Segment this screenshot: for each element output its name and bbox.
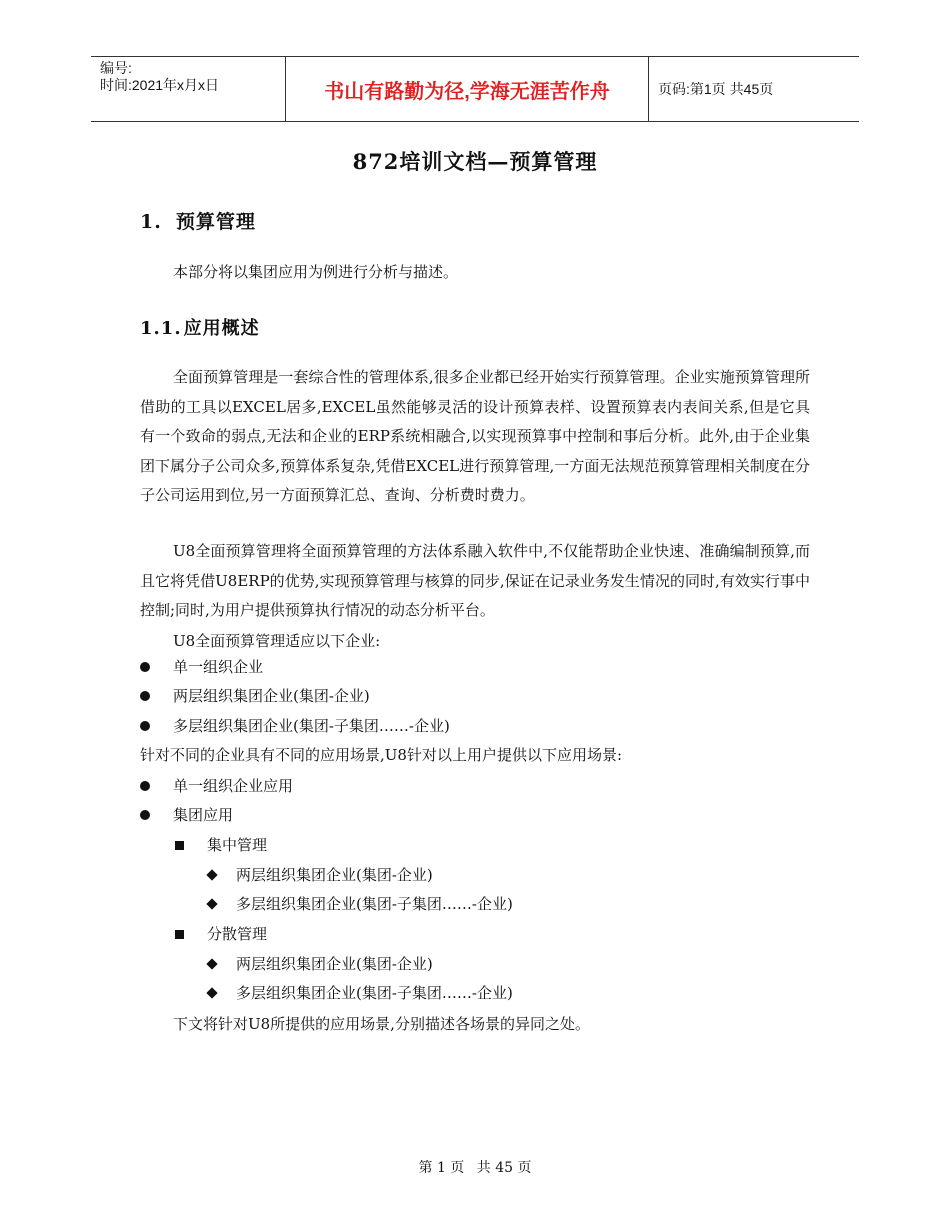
list-item-text: 多层组织集团企业(集团-子集团……-企业): [236, 984, 513, 1002]
list-item: [208, 865, 433, 885]
footer-page-number: 第 1 页: [418, 1160, 465, 1176]
header-number-label: 编号:: [100, 60, 132, 76]
bullet-dot-icon: [140, 810, 150, 820]
subsection-title: 应用概述: [183, 318, 260, 339]
section-title: 预算管理: [175, 211, 256, 233]
list-item: [140, 657, 263, 677]
bullet-square-icon: [175, 841, 184, 850]
list-item-text: 分散管理: [207, 925, 268, 943]
header-page-info: [649, 57, 859, 121]
bullet-diamond-icon: [206, 987, 217, 998]
bullet-dot-icon: [140, 662, 150, 672]
bullet-dot-icon: [140, 691, 150, 701]
list-item: [140, 805, 233, 825]
list-item-text: 单一组织企业应用: [173, 777, 294, 795]
list-item-text: 两层组织集团企业(集团-企业): [173, 687, 370, 705]
list-item-text: 多层组织集团企业(集团-子集团……-企业): [236, 895, 513, 913]
header-motto: 书山有路勤为径,学海无涯苦作舟: [286, 57, 649, 121]
page-footer: [0, 1157, 950, 1177]
bullet-square-icon: [175, 930, 184, 939]
bullet-diamond-icon: [206, 898, 217, 909]
bullet-diamond-icon: [206, 958, 217, 969]
list-item: [140, 716, 450, 736]
paragraph-applicable: U8全面预算管理适应以下企业:: [173, 632, 381, 650]
header-page-label: 页码:第1页: [658, 81, 726, 97]
list-item-text: 集团应用: [173, 806, 234, 824]
paragraph-overview: 全面预算管理是一套综合性的管理体系,很多企业都已经开始实行预算管理。企业实施预算管理所借助的工具以EXCEL居多,EXCEL虽然能够灵活的设计预算表样、设置预算表内表间关系,但是它具有一个致命的弱点,无法和企业的ERP系统相融合,以实现预算事中控制和事后分析。此外,由于企业集团下属分子公司众多,预算体系复杂,凭借EXCEL进行预算管理,一方面无法规范预算管理相关制度在分子公司运用到位,另一方面预算汇总、查询、分析费时费力。: [140, 368, 810, 504]
list-item: [208, 983, 513, 1003]
section-number: 1.: [140, 211, 162, 233]
footer-total-pages: 共 45 页: [476, 1160, 532, 1176]
section-heading-1: [140, 207, 256, 234]
document-title: 872培训文档—预算管理: [352, 149, 598, 174]
subsection-number: 1.1.: [140, 318, 182, 339]
list-item: [140, 686, 370, 706]
list-item: [175, 924, 267, 944]
list-item: [140, 776, 293, 796]
section-intro: 本部分将以集团应用为例进行分析与描述。: [173, 263, 459, 281]
bullet-dot-icon: [140, 781, 150, 791]
page-header: [91, 56, 859, 122]
list-item-text: 单一组织企业: [173, 658, 264, 676]
paragraph-closing: 下文将针对U8所提供的应用场景,分别描述各场景的异同之处。: [173, 1015, 590, 1033]
list-item-text: 两层组织集团企业(集团-企业): [236, 866, 433, 884]
paragraph-scenario-intro: 针对不同的企业具有不同的应用场景,U8针对以上用户提供以下应用场景:: [140, 746, 623, 764]
header-meta: [91, 57, 286, 121]
list-item: [175, 835, 267, 855]
list-item: [208, 954, 433, 974]
paragraph-u8-intro: U8全面预算管理将全面预算管理的方法体系融入软件中,不仅能帮助企业快速、准确编制预算,而且它将凭借U8ERP的优势,实现预算管理与核算的同步,保证在记录业务发生情况的同时,有效实行事中控制;同时,为用户提供预算执行情况的动态分析平台。: [140, 542, 810, 619]
header-time-label: 时间:2021年x月x日: [100, 77, 220, 93]
list-item: [208, 894, 513, 914]
section-heading-1-1: [140, 314, 260, 340]
header-total-label: 共45页: [729, 81, 774, 97]
list-item-text: 集中管理: [207, 836, 268, 854]
bullet-diamond-icon: [206, 869, 217, 880]
list-item-text: 两层组织集团企业(集团-企业): [236, 955, 433, 973]
list-item-text: 多层组织集团企业(集团-子集团……-企业): [173, 717, 450, 735]
bullet-dot-icon: [140, 721, 150, 731]
